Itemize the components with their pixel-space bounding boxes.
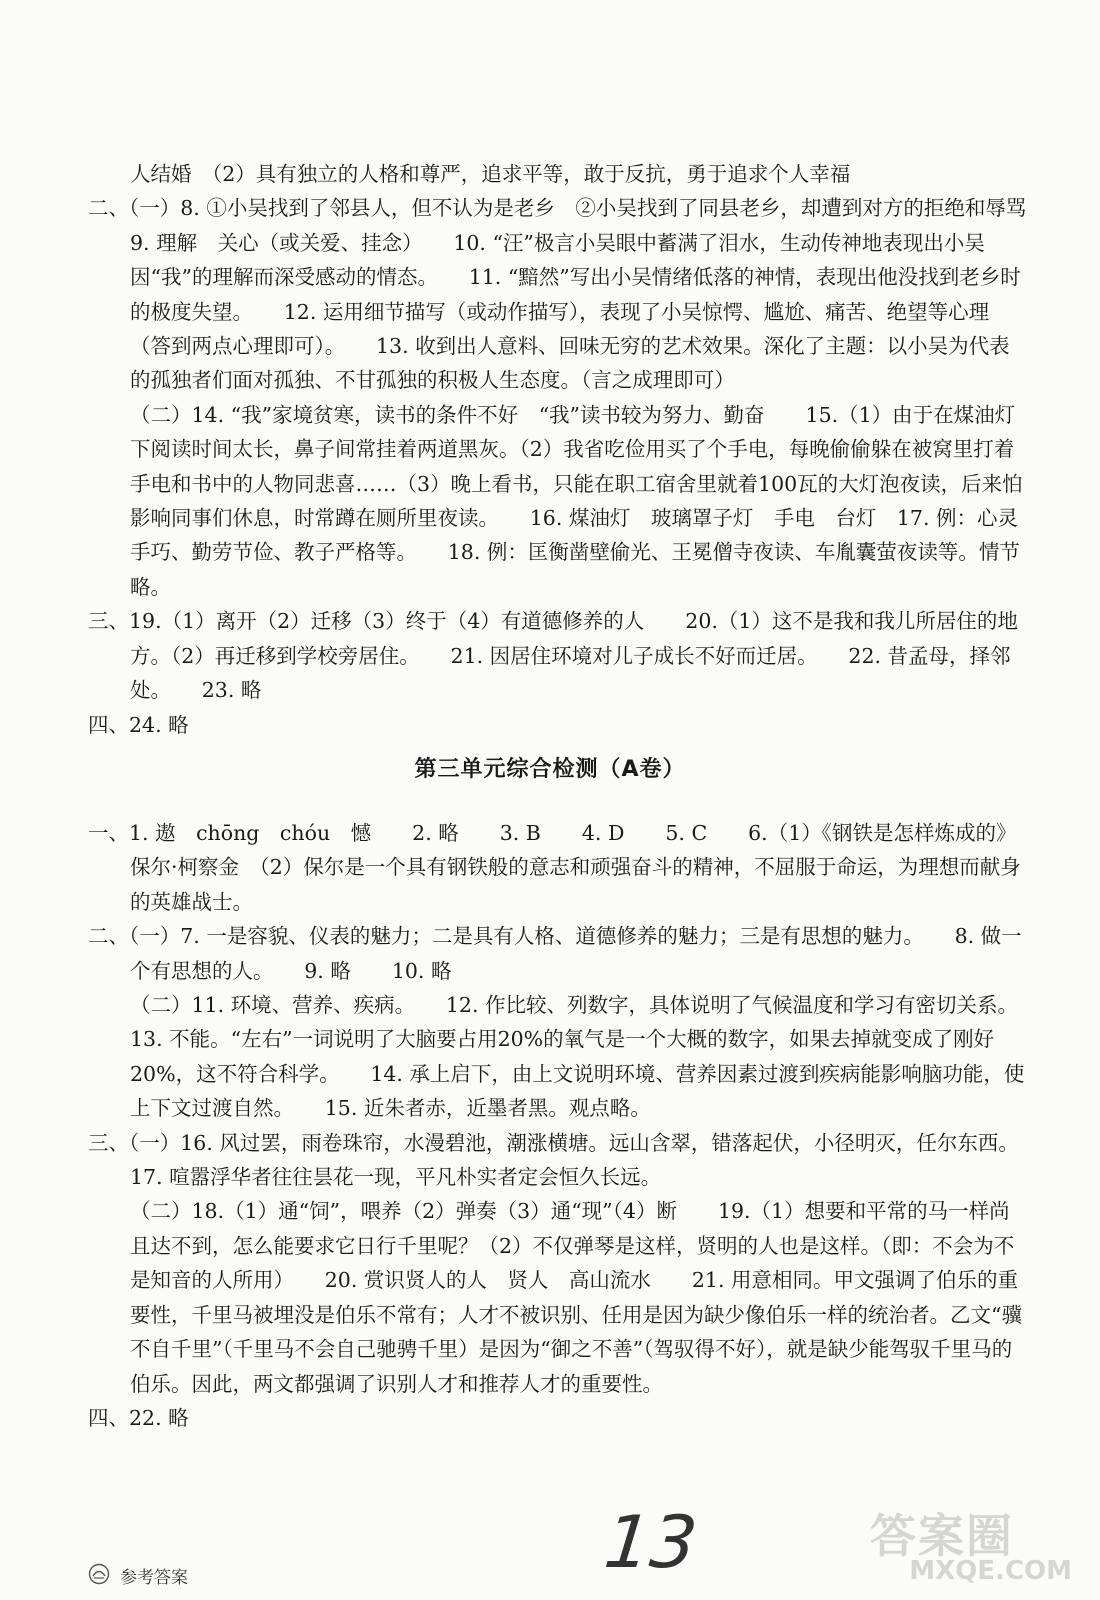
answer-paragraph: 四、24. 略 xyxy=(88,712,189,737)
watermark-text: 答案圈 xyxy=(870,1509,1014,1563)
answer-paragraph: （二）18.（1）通“饲”，喂养（2）弹奏（3）通“现”（4）断 19.（1）想要和平常的马一样尚且达不到，怎么能要求它日行千里呢？（2）不仅弹琴是这样，贤明的人也是这样。（即：不会为不是知音的人所用） 20. 赏识贤人的人 贤人 高山流水 21. 用意相同。甲文强调了伯乐的重要性，千里马被埋没是伯乐不常有；人才不被识别、任用是因为缺少像伯乐一样的统治者。乙文“骥不自千里”（千里马不会自己驰骋千里）是因为“御之不善”（驾驭得不好），就是缺少能驾驭千里马的伯乐。因此，两文都强调了识别人才和推荐人才的重要性。 xyxy=(130,1199,1022,1396)
footer-logo-icon xyxy=(88,1563,110,1585)
answer-paragraph: 三、（一）16. 风过罢，雨卷珠帘，水漫碧池，潮涨横塘。远山含翠，错落起伏，小径明灭，任尔东西。17. 喧嚣浮华者往往昙花一现，平凡朴实者定会恒久长远。 xyxy=(88,1130,1019,1190)
answers-section-unit3-a xyxy=(88,816,1028,1435)
site-watermark xyxy=(870,1500,1080,1592)
handwritten-page-number: 13 xyxy=(600,1500,702,1584)
footer-label: 参考答案 xyxy=(120,1568,188,1588)
answer-paragraph: （二）14. “我”家境贫寒，读书的条件不好 “我”读书较为努力、勤奋 15.（1）由于在煤油灯下阅读时间太长，鼻子间常挂着两道黑灰。（2）我省吃俭用买了个手电，每晚偷偷躲在被窝里打着手电和书中的人物同悲喜……（3）晚上看书，只能在职工宿舍里就着100瓦的大灯泡夜读，后来怕影响同事们休息，时常蹲在厕所里夜读。 16. 煤油灯 玻璃罩子灯 手电 台灯 17. 例：心灵手巧、勤劳节俭、教子严格等。 18. 例：匡衡凿壁偷光、王冕僧寺夜读、车胤囊萤夜读等。情节略。 xyxy=(130,402,1023,599)
answer-paragraph: 二、（一）7. 一是容貌、仪表的魅力；二是具有人格、道德修养的魅力；三是有思想的魅力。 8. 做一个有思想的人。 9. 略 10. 略 xyxy=(88,924,1022,983)
answer-paragraph: 二、（一）8. ①小吴找到了邻县人，但不认为是老乡 ②小吴找到了同县老乡，却遭到对方的拒绝和辱骂 9. 理解 关心（或关爱、挂念） 10. “汪”极言小吴眼中蓄满了泪水，生动传神地表现出小吴因“我”的理解而深受感动的情态。 11. “黯然”写出小吴情绪低落的神情，表现出他没找到老乡时的极度失望。 12. 运用细节描写（或动作描写），表现了小吴惊愕、尴尬、痛苦、绝望等心理（答到两点心理即可）。 13. 收到出人意料、回味无穷的艺术效果。深化了主题：以小吴为代表的孤独者们面对孤独、不甘孤独的积极人生态度。（言之成理即可） xyxy=(88,196,1068,393)
answer-paragraph: 四、22. 略 xyxy=(88,1405,189,1430)
answer-paragraph: 一、1. 遨 chōng chóu 憾 2. 略 3. B 4. D 5. C 6.（1）《钢铁是怎样炼成的》保尔·柯察金 （2）保尔是一个具有钢铁般的意志和顽强奋斗的精神，不屈服于命运，为理想而献身的英雄战士。 xyxy=(88,821,1021,914)
watermark-url: MXQE.COM xyxy=(909,1556,1072,1586)
answer-paragraph: 三、19.（1）离开（2）迁移（3）终于（4）有道德修养的人 20.（1）这不是我和我儿所居住的地方。（2）再迁移到学校旁居住。 21. 因居住环境对儿子成长不好而迁居。 22. 昔孟母，择邻处。 23. 略 xyxy=(88,609,1018,703)
answer-paragraph: 人结婚 （2）具有独立的人格和尊严，追求平等，敢于反抗，勇于追求个人幸福 xyxy=(130,162,851,186)
answer-paragraph: （二）11. 环境、营养、疾病。 12. 作比较、列数字，具体说明了气候温度和学习有密切关系。13. 不能。“左右”一词说明了大脑要占用20%的氧气是一个大概的数字，如果去掉就变成了刚好20%，这不符合科学。 14. 承上启下，由上文说明环境、营养因素过渡到疾病能影响脑功能，使上下文过渡自然。 15. 近朱者赤，近墨者黑。观点略。 xyxy=(130,993,1025,1121)
answers-section-unit2 xyxy=(88,157,1068,742)
section-heading: 第三单元综合检测（A卷） xyxy=(414,757,686,782)
